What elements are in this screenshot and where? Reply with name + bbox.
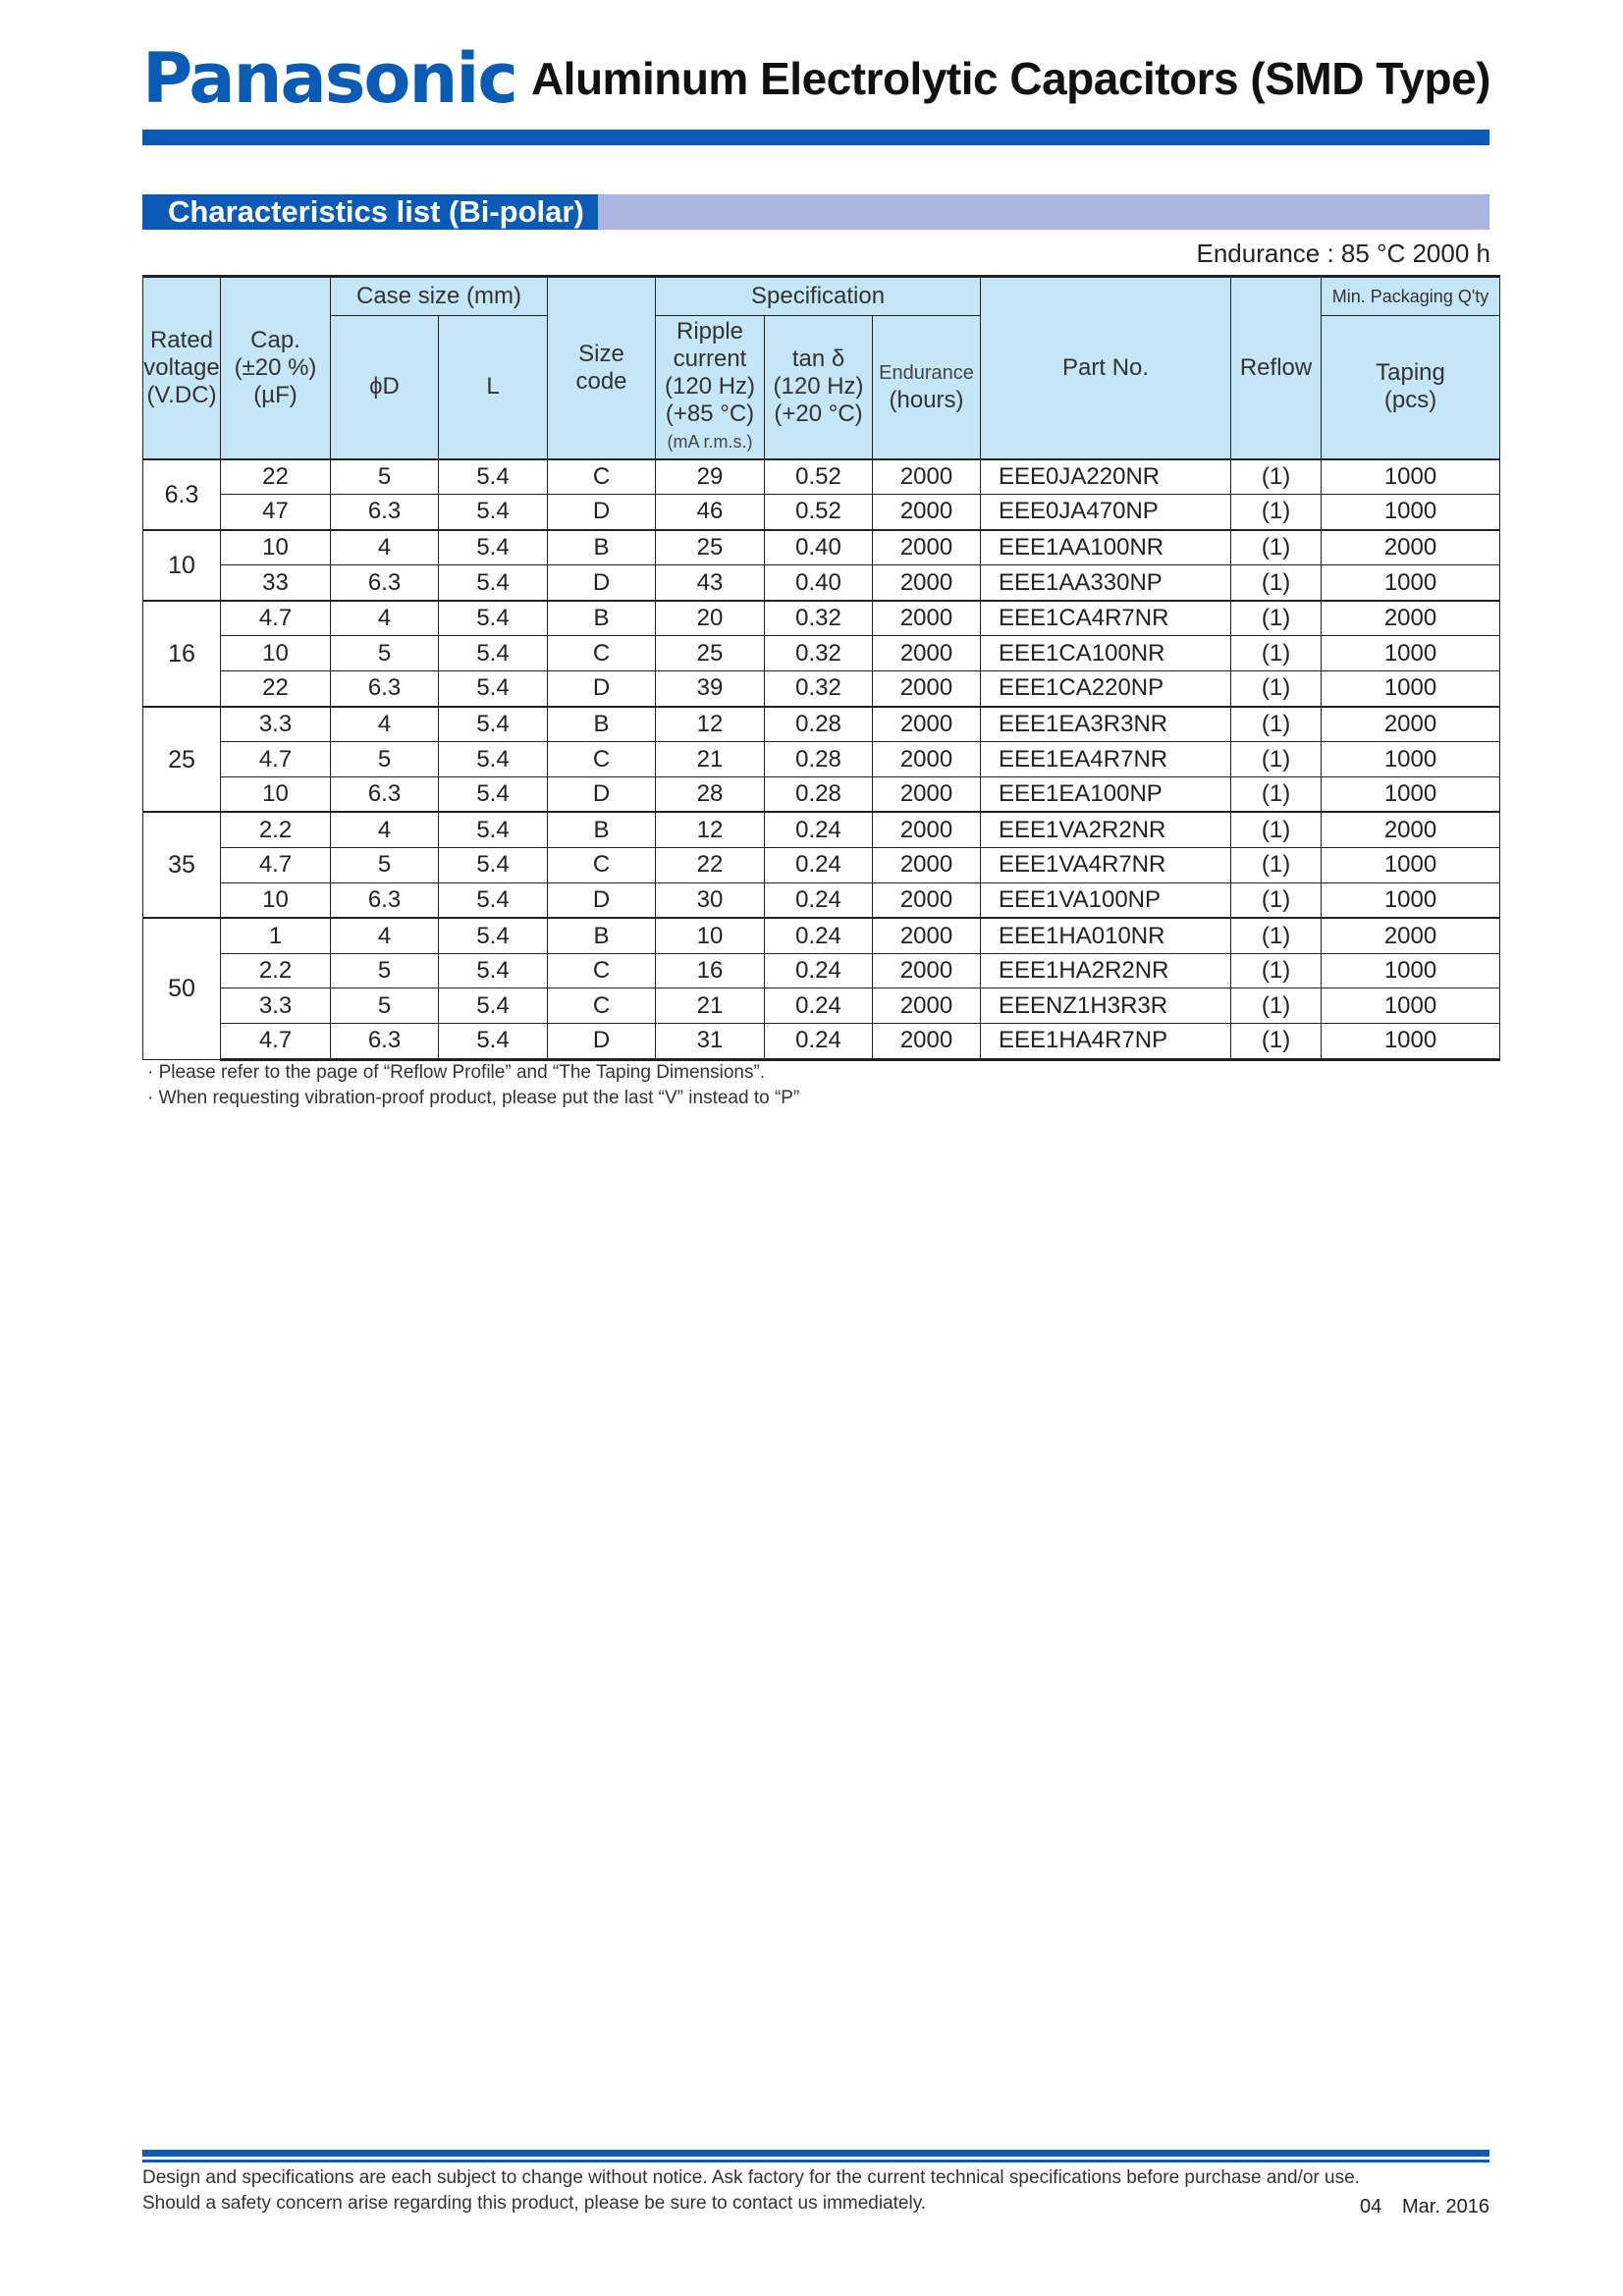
cap-cell: 47: [221, 495, 331, 530]
note-line: · When requesting vibration-proof product, please put the last “V” instead to “P”: [147, 1088, 800, 1108]
ripple-cell: 12: [656, 707, 765, 742]
cap-cell: 3.3: [221, 988, 331, 1024]
header-specification: Specification: [656, 277, 981, 316]
tan-delta-cell: 0.24: [765, 1024, 873, 1060]
tan-delta-cell: 0.32: [765, 671, 873, 707]
length-cell: 5.4: [439, 636, 548, 671]
taping-cell: 1000: [1322, 953, 1500, 988]
cap-cell: 22: [221, 459, 331, 495]
header-ripple-unit: (mA r.m.s.): [667, 432, 753, 453]
ripple-cell: 20: [656, 601, 765, 636]
part-number-cell: EEE1VA2R2NR: [981, 812, 1231, 847]
part-number-cell: EEE0JA220NR: [981, 459, 1231, 495]
cap-cell: 10: [221, 882, 331, 918]
taping-cell: 1000: [1322, 988, 1500, 1024]
length-cell: 5.4: [439, 671, 548, 707]
tan-delta-cell: 0.32: [765, 601, 873, 636]
length-cell: 5.4: [439, 1024, 548, 1060]
endurance-cell: 2000: [873, 918, 981, 953]
brand-logo: Panasonic: [142, 38, 516, 119]
document-title: Aluminum Electrolytic Capacitors (SMD Type): [530, 53, 1490, 104]
header-rated-voltage-line: Rated: [149, 326, 214, 353]
length-cell: 5.4: [439, 848, 548, 883]
tan-delta-cell: 0.24: [765, 988, 873, 1024]
cap-cell: 10: [221, 636, 331, 671]
endurance-cell: 2000: [873, 707, 981, 742]
diameter-cell: 5: [331, 742, 439, 777]
endurance-cell: 2000: [873, 776, 981, 812]
header-cap-line: (µF): [253, 381, 298, 408]
taping-cell: 1000: [1322, 1024, 1500, 1060]
endurance-cell: 2000: [873, 848, 981, 883]
diameter-cell: 5: [331, 988, 439, 1024]
length-cell: 5.4: [439, 882, 548, 918]
diameter-cell: 6.3: [331, 671, 439, 707]
rated-voltage-cell: 25: [143, 707, 221, 813]
diameter-cell: 6.3: [331, 882, 439, 918]
length-cell: 5.4: [439, 988, 548, 1024]
taping-cell: 2000: [1322, 601, 1500, 636]
tan-delta-cell: 0.40: [765, 530, 873, 565]
page-number: 04: [1360, 2196, 1382, 2217]
taping-cell: 1000: [1322, 495, 1500, 530]
part-number-cell: EEE1AA330NP: [981, 565, 1231, 601]
table-row: [143, 565, 1500, 601]
reflow-cell: (1): [1231, 918, 1322, 953]
reflow-cell: (1): [1231, 742, 1322, 777]
table-row: [143, 988, 1500, 1024]
header-taping-line: Taping: [1376, 359, 1445, 387]
header-l: L: [439, 316, 548, 459]
reflow-cell: (1): [1231, 530, 1322, 565]
part-number-cell: EEE1CA4R7NR: [981, 601, 1231, 636]
part-number-cell: EEE1VA100NP: [981, 882, 1231, 918]
tan-delta-cell: 0.24: [765, 953, 873, 988]
endurance-cell: 2000: [873, 636, 981, 671]
ripple-cell: 25: [656, 636, 765, 671]
footer-divider: [142, 2150, 1489, 2157]
tan-delta-cell: 0.32: [765, 636, 873, 671]
header-ripple-line: current: [673, 346, 747, 373]
size-code-cell: D: [548, 565, 656, 601]
ripple-cell: 30: [656, 882, 765, 918]
part-number-cell: EEE1HA4R7NP: [981, 1024, 1231, 1060]
tan-delta-cell: 0.24: [765, 812, 873, 847]
table-row: [143, 882, 1500, 918]
size-code-cell: C: [548, 848, 656, 883]
header-taping: [1322, 316, 1500, 459]
table-row: [143, 459, 1500, 495]
diameter-cell: 4: [331, 812, 439, 847]
header-ripple: [656, 316, 765, 459]
tan-delta-cell: 0.24: [765, 848, 873, 883]
endurance-note: Endurance : 85 °C 2000 h: [1196, 239, 1490, 268]
size-code-cell: C: [548, 742, 656, 777]
endurance-cell: 2000: [873, 953, 981, 988]
ripple-cell: 21: [656, 988, 765, 1024]
size-code-cell: C: [548, 953, 656, 988]
size-code-cell: B: [548, 530, 656, 565]
header-ripple-line: (+85 °C): [665, 400, 755, 428]
diameter-cell: 4: [331, 530, 439, 565]
size-code-cell: C: [548, 636, 656, 671]
endurance-cell: 2000: [873, 671, 981, 707]
cap-cell: 1: [221, 918, 331, 953]
length-cell: 5.4: [439, 953, 548, 988]
size-code-cell: B: [548, 812, 656, 847]
taping-cell: 2000: [1322, 530, 1500, 565]
table-row: [143, 812, 1500, 847]
taping-cell: 1000: [1322, 671, 1500, 707]
diameter-cell: 5: [331, 848, 439, 883]
ripple-cell: 29: [656, 459, 765, 495]
cap-cell: 4.7: [221, 848, 331, 883]
diameter-cell: 4: [331, 601, 439, 636]
cap-cell: 10: [221, 530, 331, 565]
table-row: [143, 742, 1500, 777]
taping-cell: 1000: [1322, 565, 1500, 601]
part-number-cell: EEE1VA4R7NR: [981, 848, 1231, 883]
endurance-cell: 2000: [873, 812, 981, 847]
taping-cell: 2000: [1322, 918, 1500, 953]
diameter-cell: 6.3: [331, 1024, 439, 1060]
tan-delta-cell: 0.28: [765, 742, 873, 777]
reflow-cell: (1): [1231, 636, 1322, 671]
cap-cell: 10: [221, 776, 331, 812]
length-cell: 5.4: [439, 776, 548, 812]
header-reflow: Reflow: [1231, 277, 1322, 459]
reflow-cell: (1): [1231, 1024, 1322, 1060]
tan-delta-cell: 0.24: [765, 882, 873, 918]
rated-voltage-cell: 35: [143, 812, 221, 918]
length-cell: 5.4: [439, 812, 548, 847]
diameter-cell: 5: [331, 459, 439, 495]
footer-line: Should a safety concern arise regarding this product, please be sure to contact us immediately.: [142, 2193, 927, 2214]
taping-cell: 1000: [1322, 882, 1500, 918]
publication-date: Mar. 2016: [1402, 2196, 1489, 2217]
reflow-cell: (1): [1231, 776, 1322, 812]
characteristics-table: [142, 275, 1500, 1061]
rated-voltage-cell: 6.3: [143, 459, 221, 530]
part-number-cell: EEE1EA3R3NR: [981, 707, 1231, 742]
reflow-cell: (1): [1231, 495, 1322, 530]
taping-cell: 1000: [1322, 636, 1500, 671]
part-number-cell: EEE1AA100NR: [981, 530, 1231, 565]
endurance-cell: 2000: [873, 459, 981, 495]
table-row: [143, 776, 1500, 812]
tan-delta-cell: 0.28: [765, 707, 873, 742]
table-row: [143, 601, 1500, 636]
length-cell: 5.4: [439, 601, 548, 636]
header-ripple-line: Ripple: [676, 318, 744, 346]
diameter-cell: 5: [331, 953, 439, 988]
diameter-cell: 6.3: [331, 565, 439, 601]
table-row: [143, 671, 1500, 707]
diameter-cell: 4: [331, 918, 439, 953]
length-cell: 5.4: [439, 530, 548, 565]
size-code-cell: C: [548, 988, 656, 1024]
note-line: · Please refer to the page of “Reflow Profile” and “The Taping Dimensions”.: [147, 1062, 766, 1083]
header-taping-line: (pcs): [1383, 387, 1437, 414]
diameter-cell: 5: [331, 636, 439, 671]
part-number-cell: EEE1CA100NR: [981, 636, 1231, 671]
header-min-packaging: Min. Packaging Q'ty: [1322, 277, 1500, 316]
header-endurance: [873, 316, 981, 459]
header-case-size: Case size (mm): [331, 277, 548, 316]
ripple-cell: 28: [656, 776, 765, 812]
endurance-cell: 2000: [873, 882, 981, 918]
section-band: [142, 194, 1489, 230]
size-code-cell: C: [548, 459, 656, 495]
ripple-cell: 31: [656, 1024, 765, 1060]
size-code-cell: D: [548, 1024, 656, 1060]
cap-cell: 3.3: [221, 707, 331, 742]
header-cap-line: (±20 %): [234, 353, 317, 381]
part-number-cell: EEE1HA010NR: [981, 918, 1231, 953]
size-code-cell: D: [548, 776, 656, 812]
section-title: Characteristics list (Bi-polar): [142, 194, 598, 230]
ripple-cell: 21: [656, 742, 765, 777]
diameter-cell: 6.3: [331, 495, 439, 530]
endurance-cell: 2000: [873, 988, 981, 1024]
table-row: [143, 953, 1500, 988]
header-rated-voltage: [143, 277, 221, 459]
length-cell: 5.4: [439, 707, 548, 742]
table-row: [143, 530, 1500, 565]
size-code-cell: B: [548, 707, 656, 742]
reflow-cell: (1): [1231, 565, 1322, 601]
reflow-cell: (1): [1231, 671, 1322, 707]
length-cell: 5.4: [439, 495, 548, 530]
header-tan-line: tan δ: [791, 346, 845, 373]
endurance-cell: 2000: [873, 530, 981, 565]
tan-delta-cell: 0.28: [765, 776, 873, 812]
ripple-cell: 46: [656, 495, 765, 530]
taping-cell: 1000: [1322, 848, 1500, 883]
endurance-cell: 2000: [873, 742, 981, 777]
table-row: [143, 918, 1500, 953]
header-size-code-line: Size: [578, 340, 624, 367]
taping-cell: 1000: [1322, 776, 1500, 812]
size-code-cell: D: [548, 495, 656, 530]
part-number-cell: EEE1EA4R7NR: [981, 742, 1231, 777]
tan-delta-cell: 0.24: [765, 918, 873, 953]
footer-divider-thin: [142, 2160, 1489, 2163]
header-endurance-line: Endurance: [879, 362, 974, 385]
cap-cell: 4.7: [221, 1024, 331, 1060]
header-tan-line: (+20 °C): [774, 400, 863, 428]
header-tan-line: (120 Hz): [773, 373, 864, 400]
length-cell: 5.4: [439, 565, 548, 601]
table-row: [143, 707, 1500, 742]
reflow-cell: (1): [1231, 848, 1322, 883]
header-cap: [221, 277, 331, 459]
table-body: [143, 459, 1500, 1060]
reflow-cell: (1): [1231, 953, 1322, 988]
table-row: [143, 636, 1500, 671]
part-number-cell: EEE1HA2R2NR: [981, 953, 1231, 988]
endurance-cell: 2000: [873, 1024, 981, 1060]
ripple-cell: 39: [656, 671, 765, 707]
header-size-code-line: code: [575, 367, 627, 395]
reflow-cell: (1): [1231, 812, 1322, 847]
length-cell: 5.4: [439, 918, 548, 953]
length-cell: 5.4: [439, 459, 548, 495]
cap-cell: 4.7: [221, 601, 331, 636]
ripple-cell: 22: [656, 848, 765, 883]
length-cell: 5.4: [439, 742, 548, 777]
part-number-cell: EEE0JA470NP: [981, 495, 1231, 530]
part-number-cell: EEENZ1H3R3R: [981, 988, 1231, 1024]
table-row: [143, 495, 1500, 530]
taping-cell: 1000: [1322, 459, 1500, 495]
part-number-cell: EEE1CA220NP: [981, 671, 1231, 707]
rated-voltage-cell: 10: [143, 530, 221, 601]
header-divider: [142, 130, 1489, 145]
reflow-cell: (1): [1231, 882, 1322, 918]
rated-voltage-cell: 16: [143, 601, 221, 707]
size-code-cell: D: [548, 671, 656, 707]
tan-delta-cell: 0.52: [765, 459, 873, 495]
cap-cell: 2.2: [221, 812, 331, 847]
taping-cell: 2000: [1322, 707, 1500, 742]
ripple-cell: 10: [656, 918, 765, 953]
diameter-cell: 6.3: [331, 776, 439, 812]
diameter-cell: 4: [331, 707, 439, 742]
tan-delta-cell: 0.52: [765, 495, 873, 530]
header-rated-voltage-line: voltage: [143, 353, 220, 381]
endurance-cell: 2000: [873, 565, 981, 601]
notes: [147, 1060, 799, 1111]
endurance-cell: 2000: [873, 601, 981, 636]
header-tan: [765, 316, 873, 459]
tan-delta-cell: 0.40: [765, 565, 873, 601]
header-ripple-line: (120 Hz): [665, 373, 756, 400]
reflow-cell: (1): [1231, 601, 1322, 636]
size-code-cell: B: [548, 601, 656, 636]
ripple-cell: 16: [656, 953, 765, 988]
cap-cell: 33: [221, 565, 331, 601]
part-number-cell: EEE1EA100NP: [981, 776, 1231, 812]
header-rated-voltage-line: (V.DC): [146, 381, 217, 408]
reflow-cell: (1): [1231, 988, 1322, 1024]
table-row: [143, 848, 1500, 883]
header-part-no: Part No.: [981, 277, 1231, 459]
rated-voltage-cell: 50: [143, 918, 221, 1059]
reflow-cell: (1): [1231, 707, 1322, 742]
header-size-code: [548, 277, 656, 459]
taping-cell: 1000: [1322, 742, 1500, 777]
reflow-cell: (1): [1231, 459, 1322, 495]
size-code-cell: D: [548, 882, 656, 918]
endurance-cell: 2000: [873, 495, 981, 530]
cap-cell: 2.2: [221, 953, 331, 988]
cap-cell: 22: [221, 671, 331, 707]
header-phi-d: ϕD: [331, 316, 439, 459]
ripple-cell: 43: [656, 565, 765, 601]
size-code-cell: B: [548, 918, 656, 953]
ripple-cell: 25: [656, 530, 765, 565]
cap-cell: 4.7: [221, 742, 331, 777]
table-row: [143, 1024, 1500, 1060]
header-endurance-line: (hours): [889, 387, 964, 414]
taping-cell: 2000: [1322, 812, 1500, 847]
footer-line: Design and specifications are each subject to change without notice. Ask factory for the current technical specifications before purchase and/or use.: [142, 2167, 1360, 2188]
header-cap-line: Cap.: [250, 326, 300, 353]
footer-disclaimer: [142, 2165, 1360, 2216]
ripple-cell: 12: [656, 812, 765, 847]
